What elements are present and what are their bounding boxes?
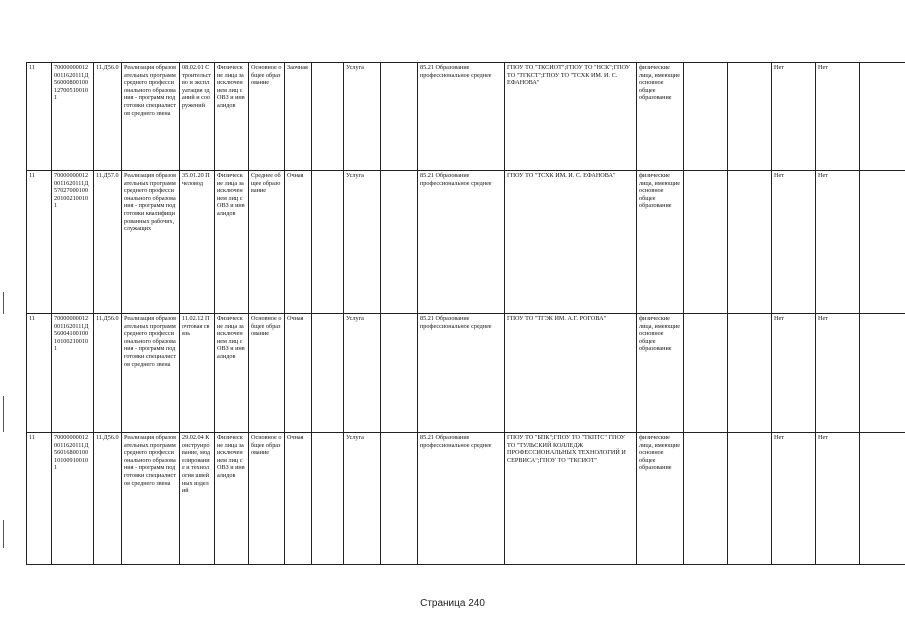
student-category: Физические лица за исключением лиц с ОВЗ и инвалидов [215, 171, 249, 314]
education-level: Основное общее образование [249, 63, 285, 171]
sub-code: 11.Д56.0 [94, 63, 122, 171]
okved-code: 85.21 Образование профессиональное среднее [418, 314, 505, 433]
flag-cell: Нет [772, 63, 816, 171]
empty-cell [860, 314, 905, 433]
empty-cell [381, 63, 418, 171]
flag-cell: Нет [816, 314, 860, 433]
student-category: Физические лица за исключением лиц с ОВЗ и инвалидов [215, 433, 249, 565]
empty-cell [728, 433, 772, 565]
empty-cell [381, 171, 418, 314]
registry-code: 700000000120011620111Д56004100100101002100101 [52, 314, 94, 433]
empty-cell [312, 433, 344, 565]
flag-cell: Нет [772, 171, 816, 314]
consumers: физические лица, имеющие основное общее образование [637, 433, 684, 565]
specialty: 35.01.20 Пчеловод [180, 171, 215, 314]
institutions: ГПОУ ТО "ТСХК ИМ. И. С. ЕФАНОВА" [505, 171, 637, 314]
okved-code: 85.21 Образование профессиональное среднее [418, 63, 505, 171]
study-form: Очная [285, 433, 312, 565]
empty-cell [312, 171, 344, 314]
margin-mark [3, 520, 4, 548]
empty-cell [312, 314, 344, 433]
specialty: 29.02.04 Конструирование, моделирование и технология швейных изделий [180, 433, 215, 565]
table-row [27, 433, 905, 565]
institutions: ГПОУ ТО "БПК";ГПОУ ТО "ТКПТС" ГПОУ ТО "ТУЛЬСКИЙ КОЛЛЕДЖ ПРОФЕССИОНАЛЬНЫХ ТЕХНОЛОГИЙ И СЕРВИСА";ГПОУ ТО "ТКСИОТ" [505, 433, 637, 565]
specialty: 08.02.01 Строительство и эксплуатация зданий и сооружений [180, 63, 215, 171]
registry-code: 700000000120011620111Д57027000100201002100101 [52, 171, 94, 314]
program-name: Реализация образовательных программ среднего профессионального образования - программ подготовки специалистов среднего звена [122, 314, 180, 433]
row-number: 11 [27, 171, 52, 314]
flag-cell: Нет [816, 171, 860, 314]
empty-cell [860, 171, 905, 314]
program-name: Реализация образовательных программ среднего профессионального образования - программ подготовки специалистов среднего звена [122, 63, 180, 171]
empty-cell [860, 433, 905, 565]
consumers: физические лица, имеющие основное общее образование [637, 63, 684, 171]
sub-code: 11.Д56.0 [94, 314, 122, 433]
education-level: Основное общее образование [249, 433, 285, 565]
education-level: Среднее общее образование [249, 171, 285, 314]
specialty: 11.02.12 Почтовая связь [180, 314, 215, 433]
empty-cell [381, 433, 418, 565]
flag-cell: Нет [816, 63, 860, 171]
sub-code: 11.Д57.0 [94, 171, 122, 314]
row-number: 11 [27, 433, 52, 565]
empty-cell [684, 171, 728, 314]
service-type: Услуга [344, 314, 381, 433]
page-number: Страница 240 [420, 598, 485, 609]
study-form: Заочная [285, 63, 312, 171]
table-row [27, 63, 905, 171]
empty-cell [684, 63, 728, 171]
okved-code: 85.21 Образование профессиональное среднее [418, 433, 505, 565]
service-type: Услуга [344, 433, 381, 565]
program-name: Реализация образовательных программ среднего профессионального образования - программ подготовки квалифицированных рабочих, служащих [122, 171, 180, 314]
education-level: Основное общее образование [249, 314, 285, 433]
student-category: Физические лица за исключением лиц с ОВЗ и инвалидов [215, 63, 249, 171]
okved-code: 85.21 Образование профессиональное среднее [418, 171, 505, 314]
table-row [27, 171, 905, 314]
service-type: Услуга [344, 63, 381, 171]
flag-cell: Нет [772, 433, 816, 565]
service-type: Услуга [344, 171, 381, 314]
empty-cell [728, 171, 772, 314]
institutions: ГПОУ ТО "ТКСИОТ";ГПОУ ТО "НСК";ГПОУ ТО "ТГКСТ";ГПОУ ТО "ТСХК ИМ. И. С. ЕФАНОВА" [505, 63, 637, 171]
registry-code: 700000000120011620111Д56000800100127005100101 [52, 63, 94, 171]
table-row [27, 314, 905, 433]
margin-mark [3, 292, 4, 314]
margin-mark [3, 396, 4, 432]
empty-cell [728, 63, 772, 171]
row-number: 11 [27, 314, 52, 433]
empty-cell [312, 63, 344, 171]
empty-cell [381, 314, 418, 433]
flag-cell: Нет [816, 433, 860, 565]
study-form: Очная [285, 314, 312, 433]
empty-cell [684, 314, 728, 433]
empty-cell [860, 63, 905, 171]
study-form: Очная [285, 171, 312, 314]
student-category: Физические лица за исключением лиц с ОВЗ и инвалидов [215, 314, 249, 433]
row-number: 11 [27, 63, 52, 171]
flag-cell: Нет [772, 314, 816, 433]
consumers: физические лица, имеющие основное общее образование [637, 314, 684, 433]
program-name: Реализация образовательных программ среднего профессионального образования - программ подготовки специалистов среднего звена [122, 433, 180, 565]
empty-cell [684, 433, 728, 565]
registry-code: 700000000120011620111Д56016800100101009100101 [52, 433, 94, 565]
empty-cell [728, 314, 772, 433]
sub-code: 11.Д56.0 [94, 433, 122, 565]
institutions: ГПОУ ТО "ТГЭК ИМ. А.Г. РОГОВА" [505, 314, 637, 433]
consumers: физические лица, имеющие основное общее образование [637, 171, 684, 314]
services-register-table [26, 62, 905, 565]
